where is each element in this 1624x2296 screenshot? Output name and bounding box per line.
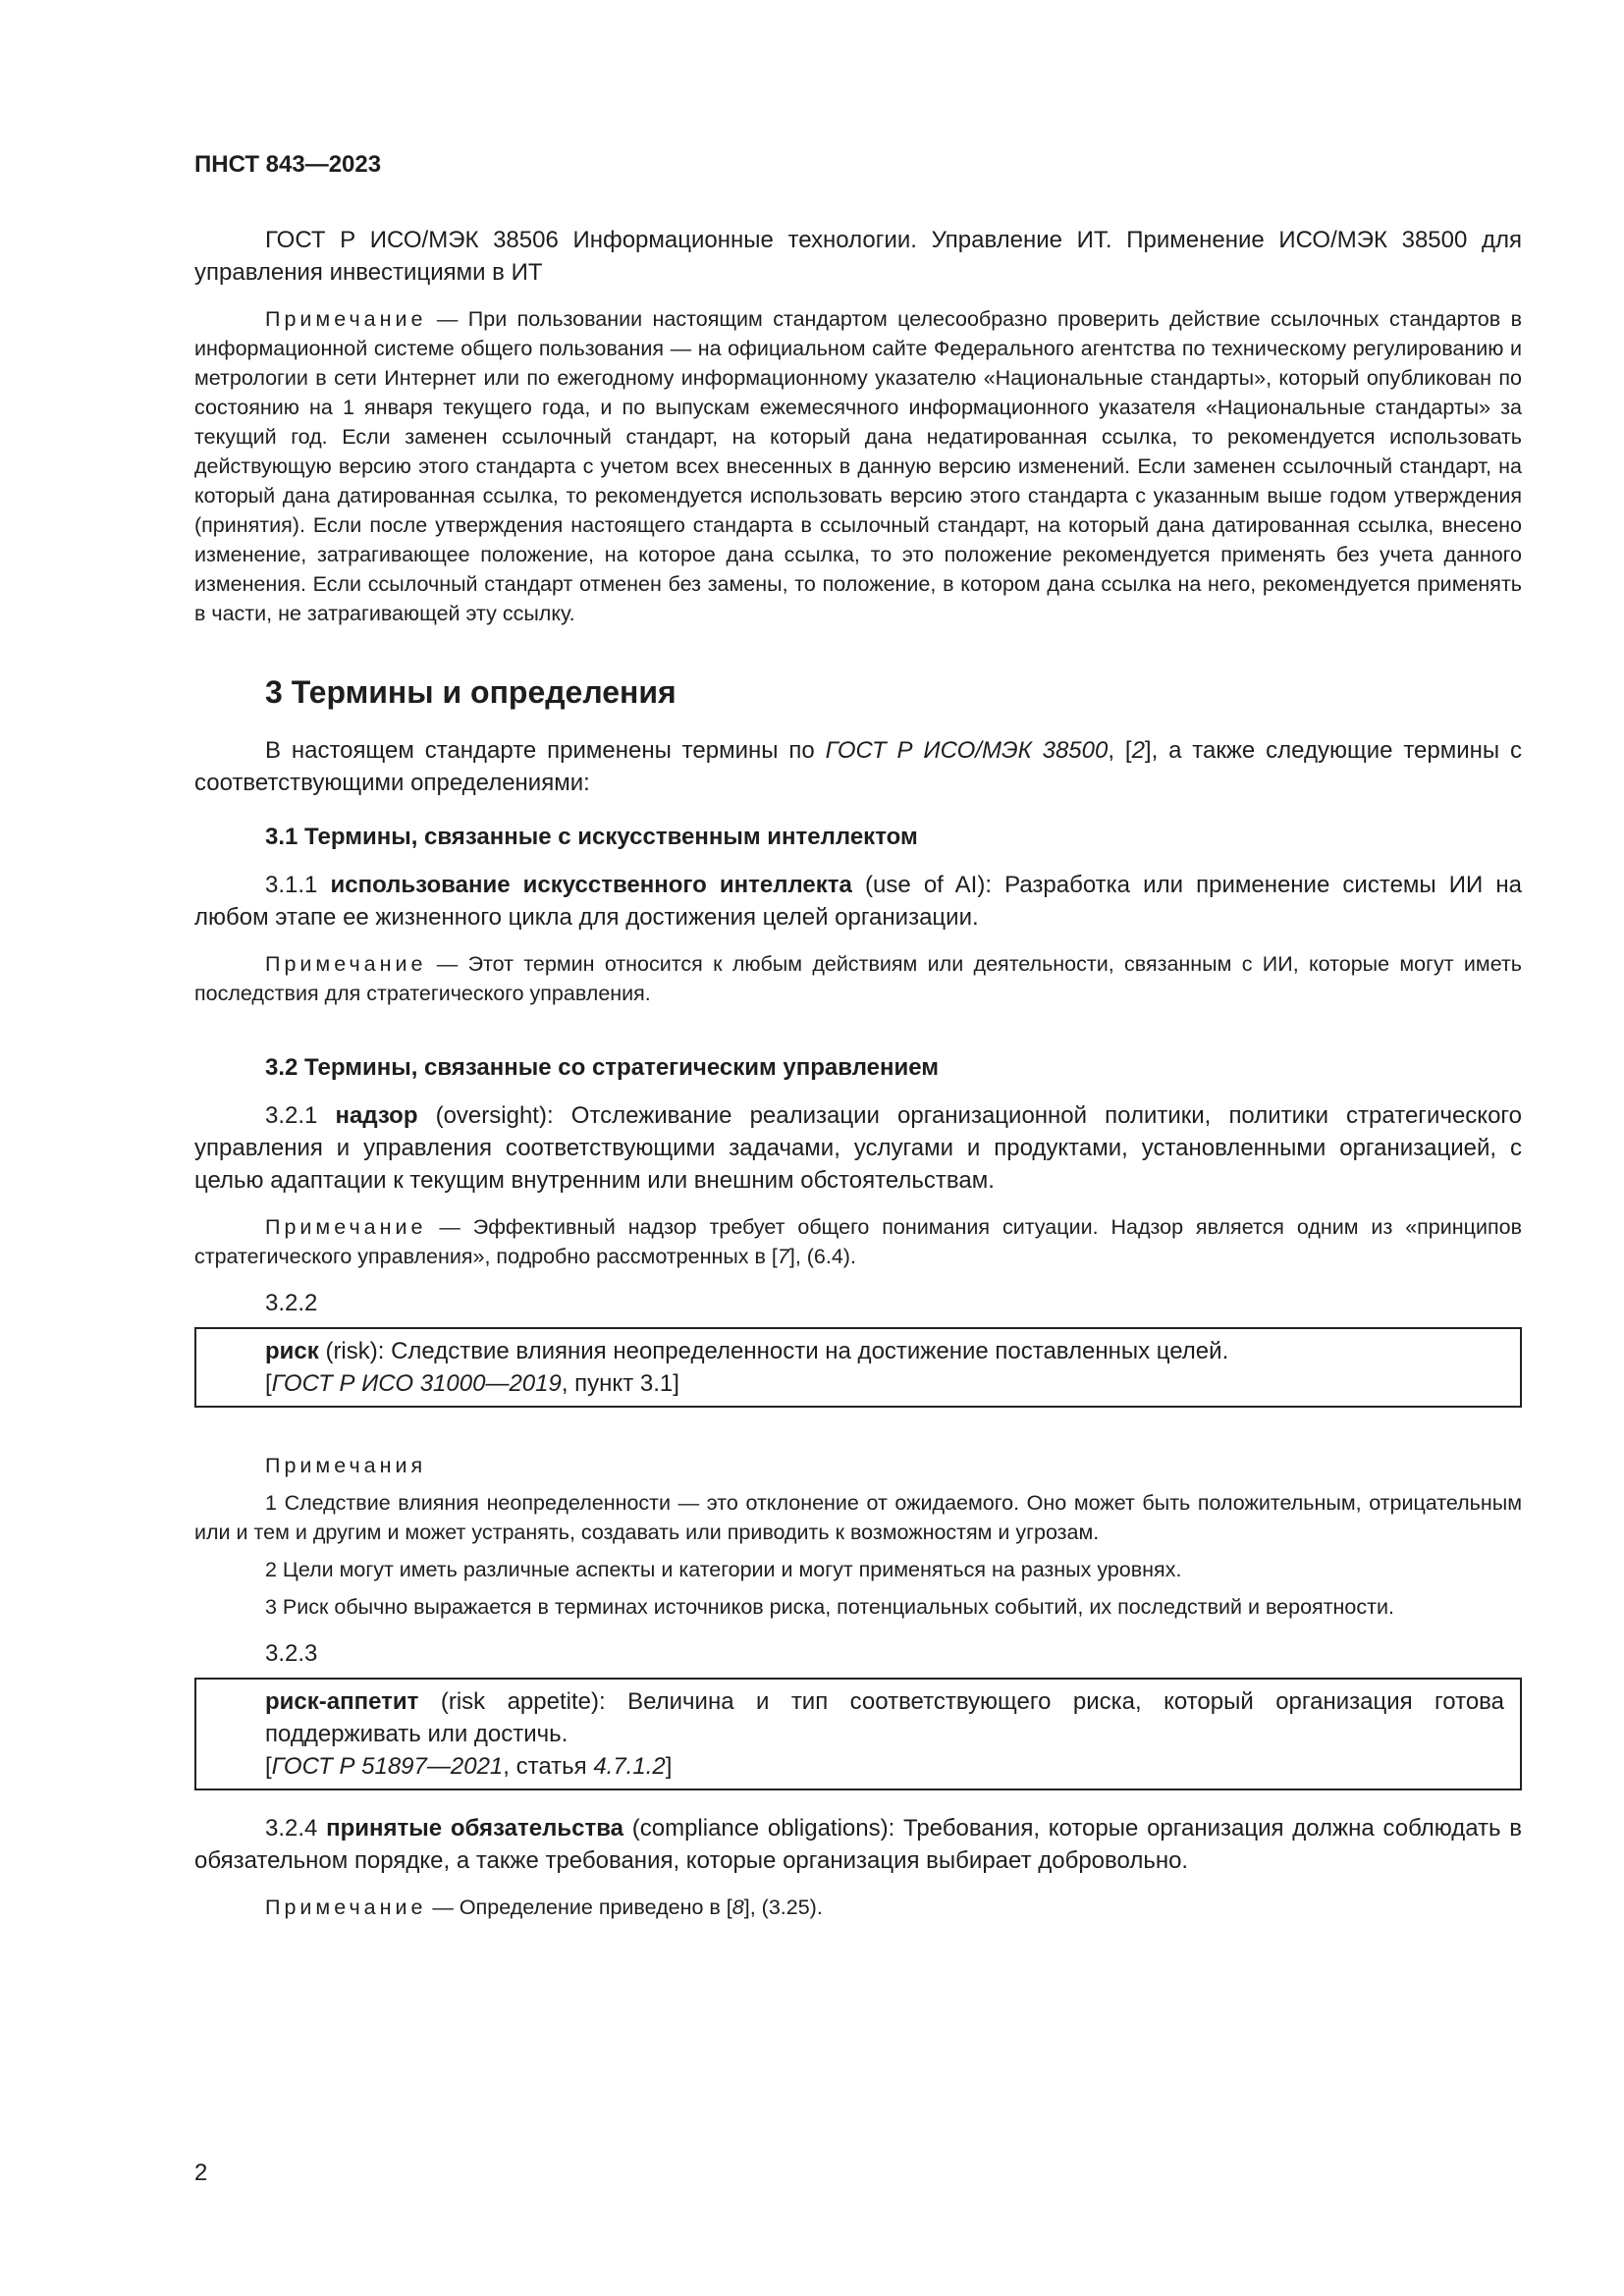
note-label: Примечание — [265, 952, 427, 976]
note-label: Примечание — [265, 307, 427, 331]
notes-label: Примечания — [265, 1454, 427, 1477]
source-standard: ГОСТ Р 51897—2021 — [271, 1753, 504, 1780]
definition-line — [265, 1685, 1504, 1750]
term-entry-3-1-1 — [194, 869, 1522, 934]
bib-ref: 7 — [777, 1245, 789, 1268]
reference-entry: ГОСТ Р ИСО/МЭК 38506 Информационные технологии. Управление ИТ. Применение ИСО/МЭК 38500 для управления инвестициями в ИТ — [194, 227, 1522, 286]
intro-standard-ref: ГОСТ Р ИСО/МЭК 38500 — [825, 737, 1109, 764]
intro-text: , [ — [1108, 737, 1132, 764]
term-number: 3.1.1 — [265, 872, 331, 898]
term-name: использование искусственного интеллекта — [330, 872, 852, 898]
document-page — [194, 0, 1522, 2296]
term-number: 3.2.4 — [265, 1815, 327, 1842]
notes-heading — [194, 1451, 1522, 1480]
note-label: Примечание — [265, 1896, 427, 1919]
term-number-3-2-3: 3.2.3 — [265, 1640, 318, 1667]
note-item-1: 1 Следствие влияния неопределенности — это отклонение от ожидаемого. Оно может быть положительным, отрицательным или и тем и другим и может устранять, создавать или приводить к возможностям и угрозам. — [194, 1491, 1522, 1544]
note-item-3: 3 Риск обычно выражается в терминах источников риска, потенциальных событий, их последствий и вероятности. — [265, 1595, 1394, 1619]
term-note-3-1-1 — [194, 949, 1522, 1008]
document-code: ПНСТ 843—2023 — [194, 151, 382, 178]
page-number: 2 — [194, 2160, 208, 2186]
term-entry-3-2-1 — [194, 1099, 1522, 1197]
note-text: — Определение приведено в [ — [426, 1896, 732, 1919]
section-intro — [194, 734, 1522, 799]
term-definition: (use of AI): Разработка или применение системы ИИ на любом этапе ее жизненного цикла для достижения целей организации. — [194, 872, 1523, 931]
note-text: — При пользовании настоящим стандартом целесообразно проверить действие ссылочных стандартов в информационной системе общего пользования — на официальном сайте Федерального агентства по техническому регулированию и метрологии в сети Интернет или по ежегодному информационному указателю «Национальные стандарты», который опубликован по состоянию на 1 января текущего года, и по выпускам ежемесячного информационного указателя «Национальные стандарты» за текущий год. Если заменен ссылочный стандарт, на который дана недатированная ссылка, то рекомендуется использовать действующую версию этого стандарта с учетом всех внесенных в данную версию изменений. Если заменен ссылочный стандарт, на который дана датированная ссылка, то рекомендуется использовать версию этого стандарта с указанным выше годом утверждения (принятия). Если после утверждения настоящего стандарта в ссылочный стандарт, на который дана датированная ссылка, внесено изменение, затрагивающее положение, на которое дана ссылка, то это положение рекомендуется применять без учета данного изменения. Если ссылочный стандарт отменен без замены, то положение, в котором дана ссылка на него, рекомендуется применять в части, не затрагивающей эту ссылку. — [194, 307, 1522, 625]
note-text: — Этот термин относится к любым действиям или деятельности, связанным с ИИ, которые могут иметь последствия для стратегического управления. — [194, 952, 1522, 1005]
term-note-3-2-1 — [194, 1212, 1522, 1271]
term-definition: (risk): Следствие влияния неопределенности на достижение поставленных целей. — [318, 1338, 1229, 1364]
subsection-title: 3.2 Термины, связанные со стратегическим управлением — [265, 1054, 940, 1081]
subsection-title: 3.1 Термины, связанные с искусственным интеллектом — [265, 824, 918, 850]
note-label: Примечание — [265, 1215, 427, 1239]
source-bracket: [ — [265, 1753, 272, 1780]
source-article: , статья — [503, 1753, 594, 1780]
term-definition: (compliance obligations): Требования, которые организация должна соблюдать в обязательном порядке, а также требования, которые организация выбирает добровольно. — [194, 1815, 1523, 1874]
term-entry-3-2-4 — [194, 1812, 1522, 1877]
definition-box-3-2-3 — [194, 1678, 1522, 1790]
term-name: риск-аппетит — [265, 1688, 419, 1715]
intro-bib-ref: 2 — [1131, 737, 1145, 764]
note-text: ], (3.25). — [743, 1896, 823, 1919]
term-name: надзор — [335, 1102, 418, 1129]
note-text: — Эффективный надзор требует общего понимания ситуации. Надзор является одним из «принципов стратегического управления», подробно рассмотренных в [ — [194, 1215, 1522, 1268]
definition-source — [265, 1750, 1504, 1783]
source-bracket: ] — [665, 1753, 673, 1780]
term-definition: (oversight): Отслеживание реализации организационной политики, политики стратегического управления и управления соответствующими задачами, услугами и продуктами, установленными организацией, с целью адаптации к текущим внутренним или внешним обстоятельствам. — [194, 1102, 1522, 1194]
bib-ref: 8 — [731, 1896, 744, 1919]
term-number: 3.2.1 — [265, 1102, 336, 1129]
intro-text: В настоящем стандарте применены термины по — [265, 737, 826, 764]
intro-text: ], а также следующие термины с соответствующими определениями: — [194, 737, 1523, 796]
section-title: 3 Термины и определения — [265, 674, 677, 710]
definition-box-3-2-2 — [194, 1327, 1522, 1408]
term-name: риск — [265, 1338, 319, 1364]
source-standard: ГОСТ Р ИСО 31000—2019 — [271, 1370, 562, 1397]
definition-source — [265, 1367, 1504, 1400]
term-note-3-2-4 — [194, 1893, 1522, 1922]
definition-line — [265, 1335, 1504, 1367]
note-item-2: 2 Цели могут иметь различные аспекты и категории и могут применяться на разных уровнях. — [265, 1558, 1182, 1581]
note-text: ], (6.4). — [788, 1245, 856, 1268]
reference-note — [194, 304, 1522, 628]
document-body — [194, 224, 1522, 1922]
source-bracket: [ — [265, 1370, 272, 1397]
source-article-number: 4.7.1.2 — [593, 1753, 666, 1780]
term-definition: (risk appetite): Величина и тип соответствующего риска, который организация готова поддерживать или достичь. — [265, 1688, 1504, 1747]
term-number-3-2-2: 3.2.2 — [265, 1290, 318, 1316]
term-name: принятые обязательства — [326, 1815, 623, 1842]
source-clause: , пункт 3.1] — [561, 1370, 679, 1397]
